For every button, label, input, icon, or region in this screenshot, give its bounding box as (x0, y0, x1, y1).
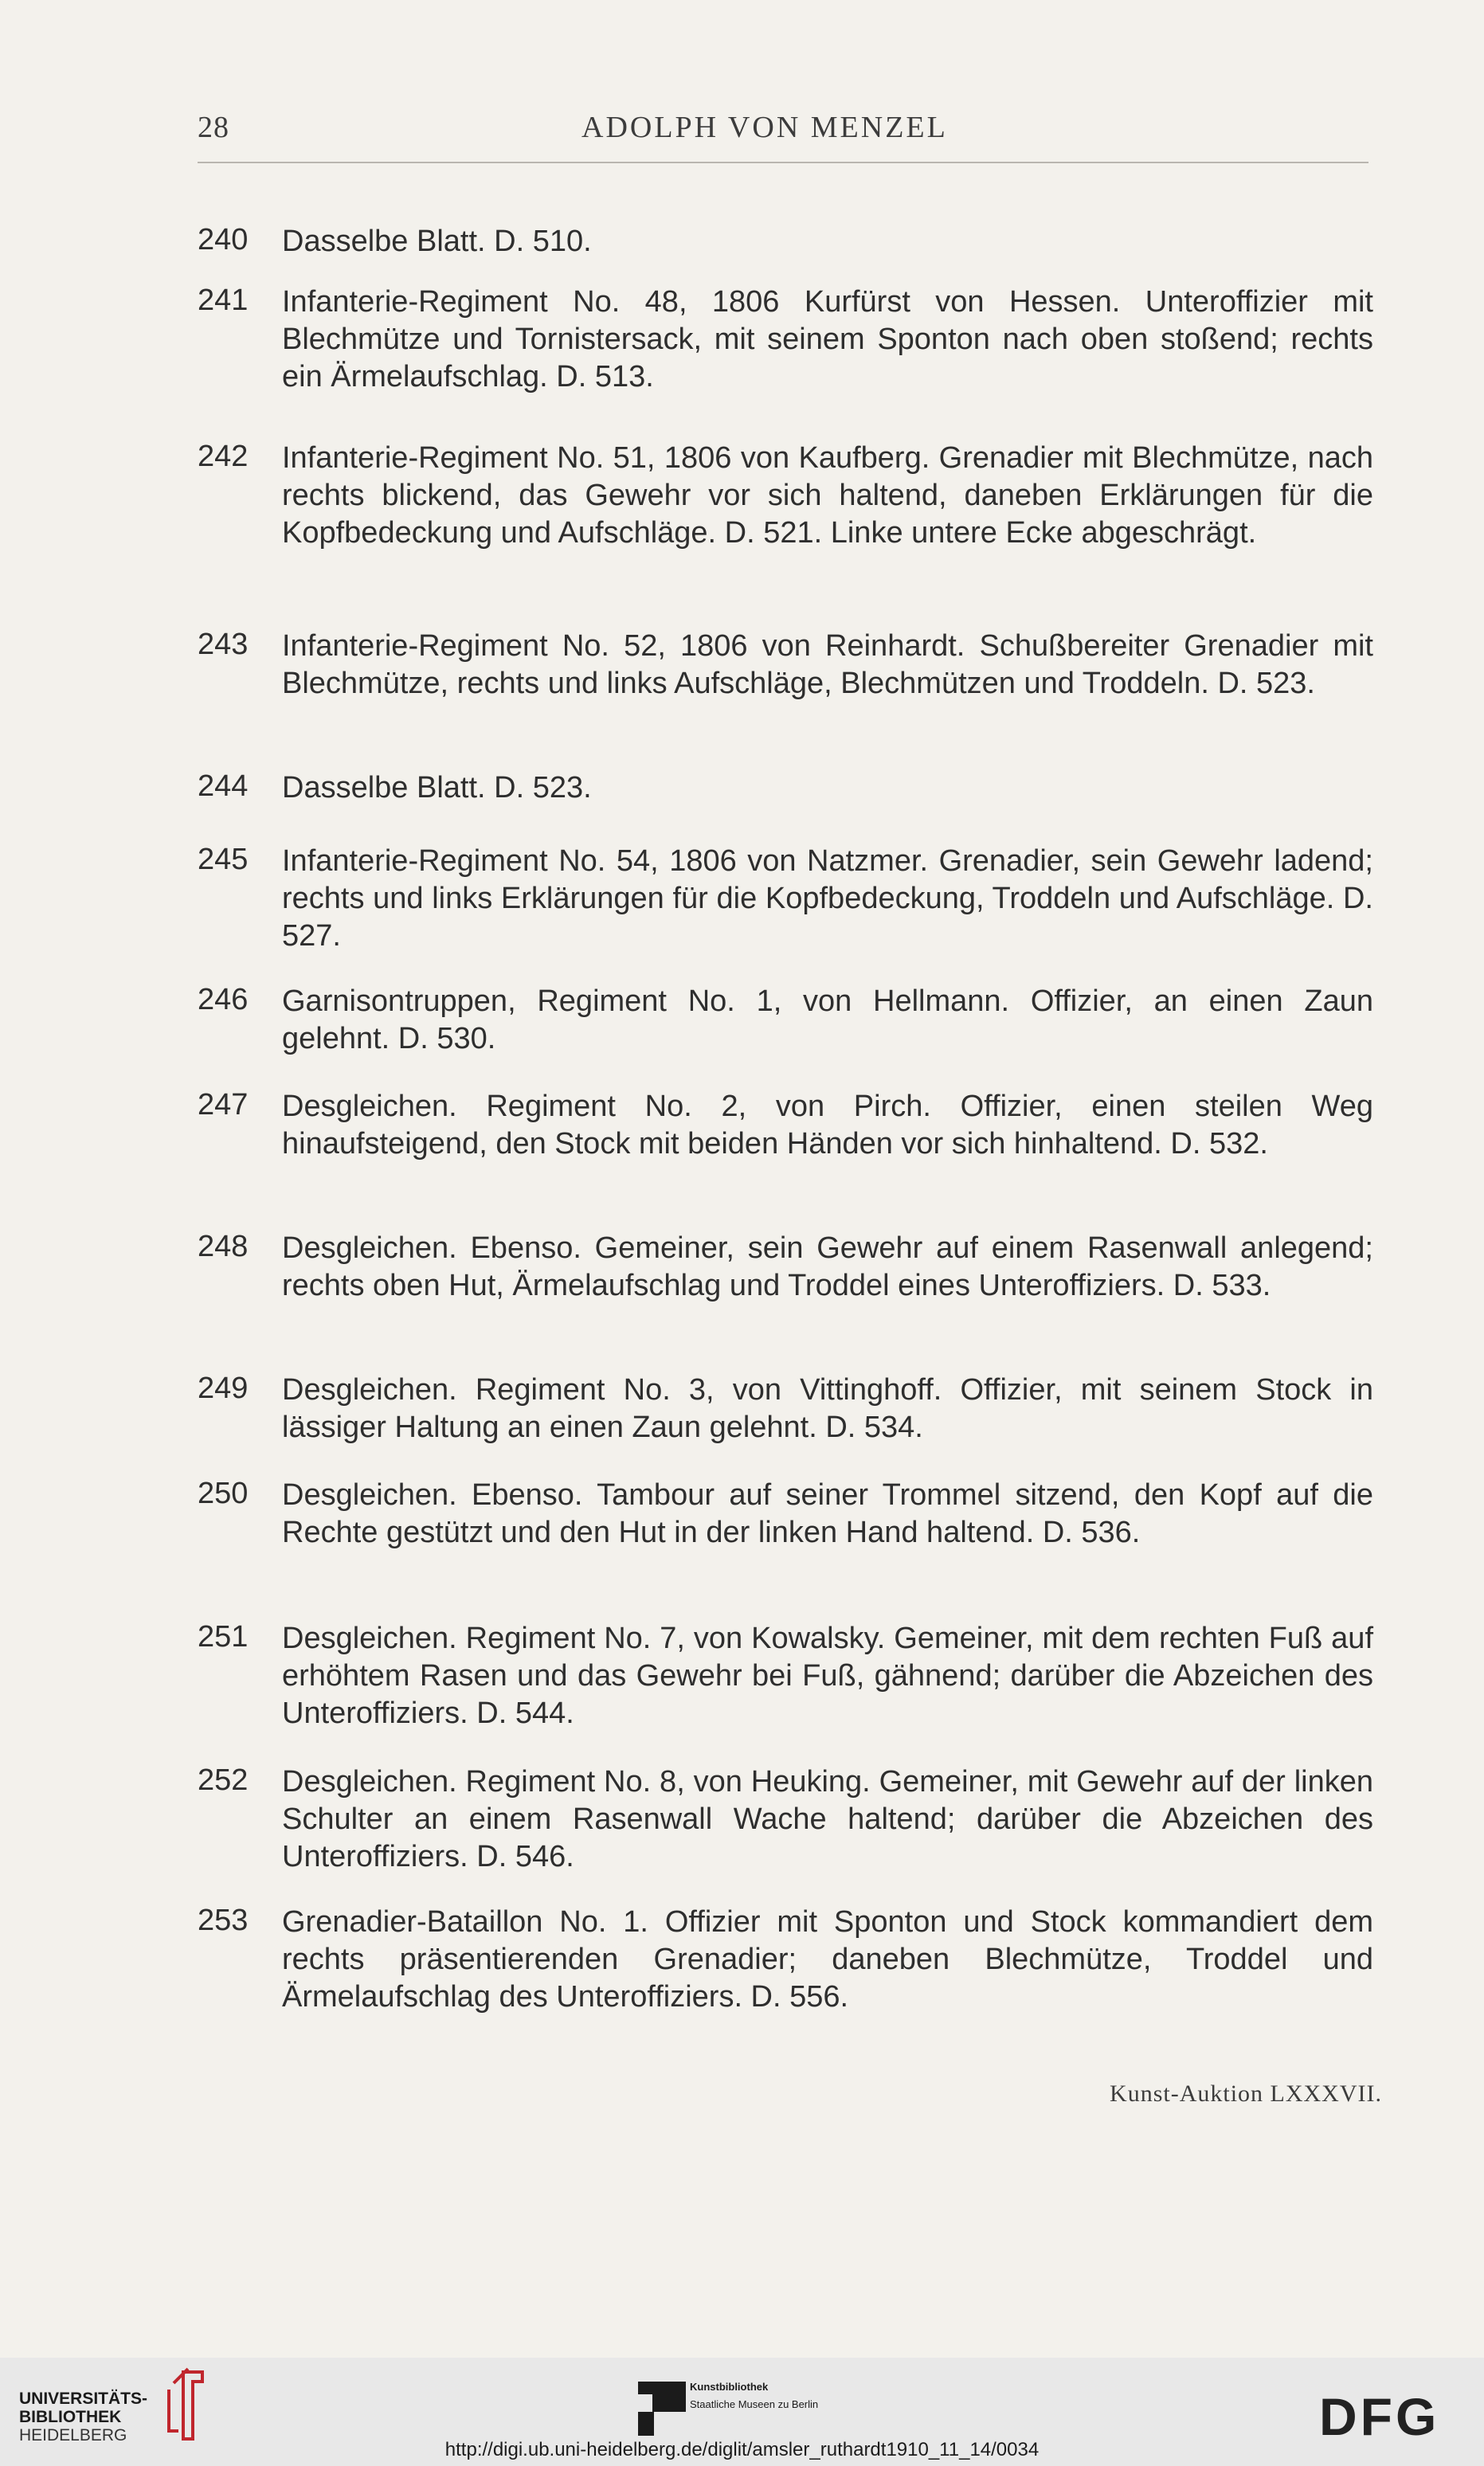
entry-number: 251 (198, 1620, 249, 1654)
kb-logo-line1: Kunstbibliothek (690, 2381, 769, 2393)
kb-logo-line2: Staatliche Museen zu Berlin (690, 2398, 819, 2410)
entry-number: 246 (198, 983, 249, 1016)
page-number: 28 (198, 111, 229, 144)
entry-text: Garnisontruppen, Regiment No. 1, von Hellmann. Offizier, an einen Zaun gelehnt. D. 530. (282, 984, 1373, 1055)
kunstbibliothek-logo-icon (633, 2377, 689, 2441)
entry-text: Infanterie-Regiment No. 51, 1806 von Kaufberg. Grenadier mit Blechmütze, nach rechts blickend, das Gewehr vor sich haltend, daneben Erklärungen für die Kopfbedeckung und Aufschläge. D. 521. Linke untere Ecke abgeschrägt. (282, 441, 1373, 550)
entry-number: 243 (198, 628, 249, 661)
running-head: ADOLPH VON MENZEL (581, 111, 948, 144)
entry-number: 242 (198, 440, 249, 473)
ub-logo-mark-icon (151, 2366, 207, 2445)
entry-number: 249 (198, 1372, 249, 1405)
dfg-logo[interactable]: DFG (1319, 2387, 1440, 2446)
header-rule (198, 162, 1368, 163)
entry-text: Dasselbe Blatt. D. 523. (282, 771, 592, 804)
entry-number: 241 (198, 284, 249, 317)
entry-text: Infanterie-Regiment No. 48, 1806 Kurfürst von Hessen. Unteroffizier mit Blechmütze und Tornistersack, mit seinem Sponton nach oben stoßend; rechts ein Ärmelaufschlag. D. 513. (282, 285, 1373, 393)
entry-number: 247 (198, 1088, 249, 1121)
ub-logo-line1: UNIVERSITÄTS- (19, 2390, 148, 2408)
entry-number: 240 (198, 223, 249, 256)
entry-number: 244 (198, 769, 249, 803)
entry-text: Desgleichen. Ebenso. Gemeiner, sein Gewehr auf einem Rasenwall anlegend; rechts oben Hut, Ärmelaufschlag und Troddel eines Unteroffiziers. D. 533. (282, 1231, 1373, 1302)
entry-text: Infanterie-Regiment No. 52, 1806 von Reinhardt. Schußbereiter Grenadier mit Blechmütze, rechts und links Aufschläge, Blechmützen und Troddeln. D. 523. (282, 629, 1373, 700)
ub-heidelberg-logo[interactable] (19, 2390, 147, 2444)
kunstbibliothek-logo[interactable] (690, 2378, 818, 2413)
catalog-signature: Kunst-Auktion LXXXVII. (1110, 2080, 1382, 2107)
permalink-url[interactable]: http://digi.ub.uni-heidelberg.de/diglit/amsler_ruthardt1910_11_14/0034 (444, 2439, 1040, 2460)
entry-text: Desgleichen. Regiment No. 3, von Vittinghoff. Offizier, mit seinem Stock in lässiger Haltung an einen Zaun gelehnt. D. 534. (282, 1373, 1373, 1444)
entry-text: Grenadier-Bataillon No. 1. Offizier mit Sponton und Stock kommandiert dem rechts präsentierenden Grenadier; daneben Blechmütze, Troddel und Ärmelaufschlag des Unteroffiziers. D. 556. (282, 1905, 1373, 2014)
entry-number: 250 (198, 1477, 249, 1510)
entry-text: Desgleichen. Ebenso. Tambour auf seiner Trommel sitzend, den Kopf auf die Rechte gestützt und den Hut in der linken Hand haltend. D. 536. (282, 1478, 1373, 1549)
entry-text: Desgleichen. Regiment No. 2, von Pirch. Offizier, einen steilen Weg hinaufsteigend, den Stock mit beiden Händen vor sich hinhaltend. D. 532. (282, 1090, 1373, 1161)
entry-text: Desgleichen. Regiment No. 8, von Heuking. Gemeiner, mit Gewehr auf der linken Schulter an einem Rasenwall Wache haltend; darüber die Abzeichen des Unteroffiziers. D. 546. (282, 1765, 1373, 1873)
entry-number: 245 (198, 843, 249, 876)
entry-text: Infanterie-Regiment No. 54, 1806 von Natzmer. Grenadier, sein Gewehr ladend; rechts und links Erklärungen für die Kopfbedeckung, Troddeln und Aufschläge. D. 527. (282, 844, 1373, 953)
entry-number: 248 (198, 1230, 249, 1263)
entry-number: 252 (198, 1763, 249, 1797)
entry-text: Desgleichen. Regiment No. 7, von Kowalsky. Gemeiner, mit dem rechten Fuß auf erhöhtem Rasen und das Gewehr bei Fuß, gähnend; darüber die Abzeichen des Unteroffiziers. D. 544. (282, 1622, 1373, 1730)
entry-number: 253 (198, 1904, 249, 1937)
ub-logo-line2: BIBLIOTHEK (19, 2408, 122, 2426)
entry-text: Dasselbe Blatt. D. 510. (282, 225, 592, 258)
ub-logo-line3: HEIDELBERG (19, 2426, 127, 2444)
